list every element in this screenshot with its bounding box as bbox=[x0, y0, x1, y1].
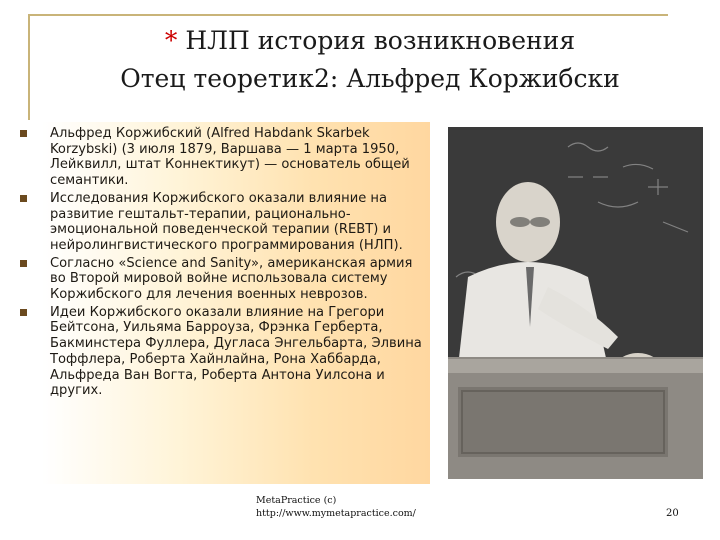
bullet-list bbox=[18, 126, 428, 401]
square-bullet-icon bbox=[20, 195, 27, 202]
square-bullet-icon bbox=[20, 130, 27, 137]
bullet-item bbox=[18, 126, 428, 189]
title-rule-left bbox=[28, 14, 30, 120]
footer-link[interactable]: http://www.mymetapractice.com/ bbox=[256, 508, 416, 519]
page-number: 20 bbox=[666, 508, 679, 519]
bullet-text: Согласно «Science and Sanity», американская армия во Второй мировой войне использовала систему Коржибского для лечения военных неврозов. bbox=[50, 255, 413, 303]
title-line-2: Отец теоретик2: Альфред Коржибски bbox=[120, 64, 620, 93]
bullet-text: Альфред Коржибский (Alfred Habdank Skarbek Korzybski) (3 июля 1879, Варшава — 1 марта 1950, Лейквилл, штат Коннектикут) — основатель общей семантики. bbox=[50, 126, 410, 189]
title-rule-top bbox=[28, 14, 668, 16]
slide-title bbox=[40, 22, 700, 98]
portrait-photo bbox=[448, 127, 703, 479]
title-line-1 bbox=[40, 22, 700, 60]
bullet-item bbox=[18, 305, 428, 399]
title-line-1-text: НЛП история возникновения bbox=[185, 26, 576, 55]
bullet-item bbox=[18, 256, 428, 303]
portrait-illustration bbox=[448, 127, 703, 479]
square-bullet-icon bbox=[20, 260, 27, 267]
square-bullet-icon bbox=[20, 309, 27, 316]
footer bbox=[256, 494, 416, 520]
bullet-text: Исследования Коржибского оказали влияние на развитие гештальт-терапии, рационально-эмоциональной поведенческой терапии (REBT) и нейролингвистического программирования (НЛП). bbox=[50, 190, 403, 253]
footer-line-1: MetaPractice (c) bbox=[256, 495, 337, 506]
bullet-item bbox=[18, 191, 428, 254]
bullet-text: Идеи Коржибского оказали влияние на Грегори Бейтсона, Уильяма Барроуза, Фрэнка Герберта, Бакминстера Фуллера, Дугласа Энгельбарта, Элвина Тоффлера, Роберта Хайнлайна, Рона Хаббарда, Альфреда Ван Вогта, Роберта Антона Уилсона и других. bbox=[50, 304, 422, 399]
title-star: * bbox=[164, 26, 178, 55]
